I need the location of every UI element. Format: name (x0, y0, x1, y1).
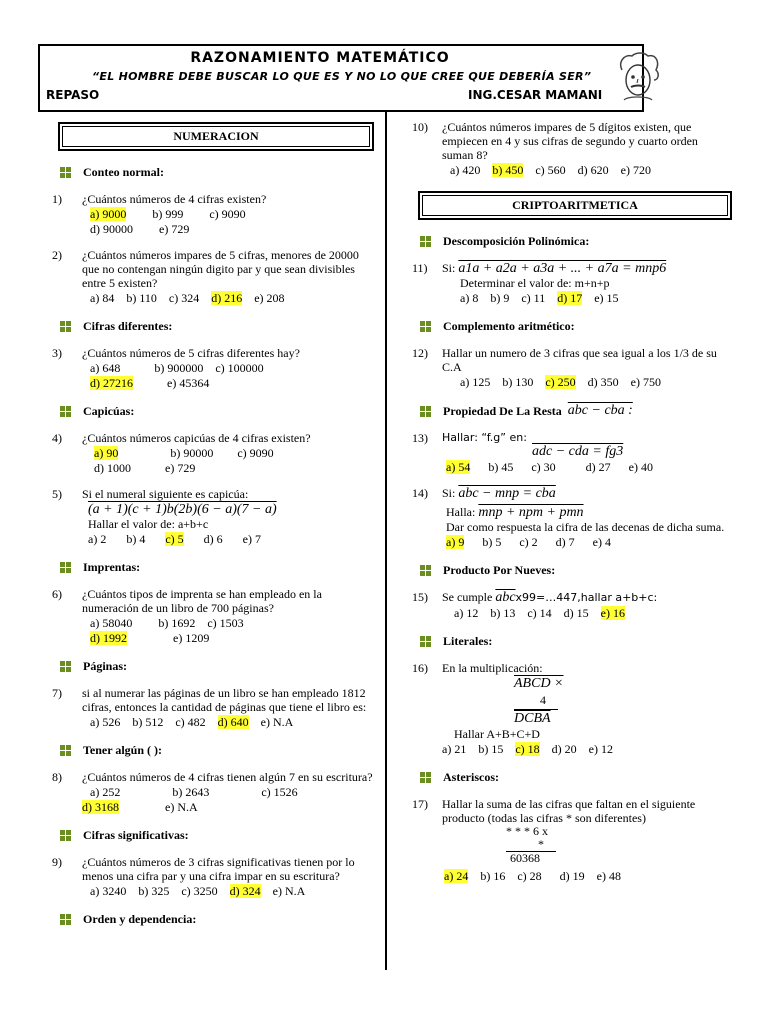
section-heading (60, 319, 374, 334)
right-q16-b: b) 15 (478, 742, 504, 756)
left-q8-e: e) N.A (165, 800, 198, 814)
question-4 (52, 431, 374, 475)
right-q17-a: a) 24 (444, 869, 469, 883)
right-q10-text: ¿Cuántos números impares de 5 dígitos existen, que empiecen en 4 y sus cifras de segundo y cuarto orden suman 8? (442, 120, 698, 162)
left-q7-c: c) 482 (175, 715, 206, 729)
sum-expression: a1a + a2a + a3a + ... + a7a = mnp6 (458, 261, 667, 276)
right-q16-d: d) 20 (551, 742, 577, 756)
section-heading (420, 319, 732, 334)
right-q17-b: b) 16 (480, 869, 506, 883)
left-q2-d: d) 216 (211, 291, 243, 305)
right-q16-n: 16) (412, 661, 428, 675)
right-q15-b: b) 13 (490, 606, 516, 620)
question-16 (412, 661, 732, 756)
right-q16-text: En la multiplicación: (442, 661, 543, 675)
right-q10-c: c) 560 (535, 163, 566, 177)
question-8 (52, 770, 374, 814)
right-q17-c: c) 28 (517, 869, 542, 883)
document-title: RAZONAMIENTO MATEMÁTICO (190, 50, 450, 66)
right-q16-sub: Hallar A+B+C+D (454, 727, 540, 741)
left-q8-d: d) 3168 (82, 800, 119, 814)
left-s6: Tener algún ( ): (83, 743, 163, 757)
right-q11-c: c) 11 (521, 291, 546, 305)
subtraction-expression: abc − cba : (567, 403, 633, 418)
right-q17-text: Hallar la suma de las cifras que faltan en el siguiente producto (todas las cifras * son diferentes) (442, 797, 696, 825)
right-s2: Complemento aritmético: (443, 319, 575, 333)
bullet-icon (60, 914, 71, 925)
right-q11-d: d) 17 (557, 291, 583, 305)
left-q6-c: c) 1503 (207, 616, 244, 630)
section-heading (420, 770, 732, 785)
right-q10-n: 10) (412, 120, 428, 134)
question-13 (412, 431, 732, 474)
right-q15-n: 15) (412, 590, 428, 604)
right-q14-pre: Si: (442, 486, 456, 500)
right-s3: Propiedad De La Resta (443, 403, 562, 418)
question-7 (52, 686, 374, 729)
section-heading (60, 165, 374, 180)
section-heading (420, 403, 732, 419)
bullet-icon (420, 236, 431, 247)
left-q4-c: c) 9090 (237, 446, 274, 460)
right-q16-e: e) 12 (588, 742, 613, 756)
left-q5-e: e) 7 (242, 532, 261, 546)
capicua-expression: (a + 1)(c + 1)b(2b)(6 − a)(7 − a) (88, 502, 277, 517)
left-q8-text: ¿Cuántos números de 4 cifras tienen algún 7 en su escritura? (82, 770, 373, 784)
header-subtitle: REPASO (46, 88, 100, 102)
left-q8-c: c) 1526 (261, 785, 298, 799)
question-9 (52, 855, 374, 898)
section-box-numeracion (58, 122, 374, 151)
left-s7: Cifras significativas: (83, 828, 189, 842)
header-author: ING.CESAR MAMANI (468, 88, 603, 102)
column-divider (385, 112, 387, 970)
right-q12-b: b) 130 (502, 375, 534, 389)
left-q9-e: e) N.A (272, 884, 306, 898)
left-q6-e: e) 1209 (173, 631, 210, 645)
right-q10-e: e) 720 (620, 163, 651, 177)
left-q4-a: a) 90 (94, 446, 119, 460)
left-q7-text: si al numerar las páginas de un libro se han empleado 1812 cifras, entonces la cantidad de páginas que tiene el libro es: (82, 686, 367, 714)
right-q10-a: a) 420 (450, 163, 481, 177)
question-17 (412, 797, 732, 883)
right-q10-d: d) 620 (577, 163, 609, 177)
bullet-icon (420, 321, 431, 332)
right-q16-a: a) 21 (442, 742, 467, 756)
right-q17-d: d) 19 (559, 869, 585, 883)
right-q16-l3: DCBA (514, 709, 558, 727)
left-box: NUMERACION (62, 126, 370, 147)
left-q7-a: a) 526 (90, 715, 121, 729)
left-q3-b: b) 900000 (154, 361, 204, 375)
section-heading (60, 560, 374, 575)
left-q3-d: d) 27216 (90, 376, 133, 390)
right-s1: Descomposición Polinómica: (443, 234, 590, 248)
bullet-icon (60, 562, 71, 573)
right-q13-c: c) 30 (531, 460, 556, 474)
left-q5-n: 5) (52, 487, 62, 501)
left-q3-n: 3) (52, 346, 62, 360)
bullet-icon (420, 636, 431, 647)
question-5 (52, 487, 374, 546)
left-s5: Páginas: (83, 659, 128, 673)
product-figure (442, 825, 732, 865)
left-q9-d: d) 324 (229, 884, 261, 898)
left-q1-e: e) 729 (159, 222, 190, 236)
right-s5: Literales: (443, 634, 493, 648)
right-q11-n: 11) (412, 261, 428, 275)
question-2 (52, 248, 374, 305)
question-11 (412, 261, 732, 305)
section-heading (60, 912, 374, 927)
left-q6-b: b) 1692 (158, 616, 196, 630)
left-q3-a: a) 648 (90, 361, 121, 375)
right-q15-post: x99=…447,hallar a+b+c: (515, 591, 658, 604)
left-q7-e: e) N.A (260, 715, 294, 729)
right-q10-b: b) 450 (492, 163, 524, 177)
right-q13-n: 13) (412, 431, 428, 445)
left-q9-a: a) 3240 (90, 884, 127, 898)
section-heading (60, 743, 374, 758)
bullet-icon (420, 772, 431, 783)
einstein-portrait-icon (614, 52, 662, 104)
right-q16-l2: 4 (540, 693, 546, 707)
right-q14-d: d) 7 (555, 535, 575, 549)
left-s3: Capicúas: (83, 404, 135, 418)
left-q9-text: ¿Cuántos números de 3 cifras significativas tienen por lo menos una cifra par y una cifra impar en su escritura? (82, 855, 355, 883)
left-q4-n: 4) (52, 431, 62, 445)
question-12 (412, 346, 732, 389)
section-box-criptoaritmetica (418, 191, 732, 220)
sum-expression: mnp + npm + pmn (478, 505, 584, 520)
right-q12-c: c) 250 (545, 375, 576, 389)
right-q13-e: e) 40 (628, 460, 653, 474)
answer-options (82, 207, 374, 221)
left-q1-c: c) 9090 (209, 207, 246, 221)
left-q1-n: 1) (52, 192, 62, 206)
right-q13-a: a) 54 (446, 460, 471, 474)
right-q13-b: b) 45 (488, 460, 514, 474)
left-q9-b: b) 325 (138, 884, 170, 898)
right-q13-d: d) 27 (585, 460, 611, 474)
question-14 (412, 486, 732, 549)
left-q1-a: a) 9000 (90, 207, 127, 221)
left-q6-a: a) 58040 (90, 616, 133, 630)
right-q14-b: b) 5 (482, 535, 502, 549)
left-q4-b: b) 90000 (170, 446, 214, 460)
right-q17-n: 17) (412, 797, 428, 811)
right-q17-e: e) 48 (596, 869, 621, 883)
left-s1: Conteo normal: (83, 165, 164, 179)
multiplication-figure (442, 675, 732, 727)
left-q5-b: b) 4 (126, 532, 146, 546)
right-q13-text: Hallar: “f.g” en: (442, 431, 527, 444)
left-q7-n: 7) (52, 686, 62, 700)
right-q17-l1: * * * 6 x (506, 824, 548, 838)
right-column (412, 120, 732, 883)
question-1 (52, 192, 374, 236)
right-q15-pre: Se cumple (442, 590, 493, 604)
left-q4-d: d) 1000 (94, 461, 131, 475)
section-heading (60, 659, 374, 674)
left-q9-n: 9) (52, 855, 62, 869)
left-q5-a: a) 2 (88, 532, 107, 546)
right-q15-a: a) 12 (454, 606, 479, 620)
bullet-icon (60, 661, 71, 672)
left-q8-b: b) 2643 (172, 785, 210, 799)
left-column (52, 118, 374, 927)
section-heading (60, 404, 374, 419)
right-q15-c: c) 14 (527, 606, 552, 620)
left-q2-b: b) 110 (126, 291, 157, 305)
right-q11-b: b) 9 (490, 291, 510, 305)
right-q17-l2: * (538, 837, 544, 851)
question-15 (412, 590, 732, 620)
left-s4: Imprentas: (83, 560, 141, 574)
subtraction-expression: adc − cda = fg3 (532, 444, 624, 459)
left-q5-c: c) 5 (165, 532, 184, 546)
right-q14-c: c) 2 (519, 535, 538, 549)
right-q14-sub2: Dar como respuesta la cifra de las decenas de dicha suma. (446, 520, 725, 534)
left-q2-n: 2) (52, 248, 62, 262)
left-q6-n: 6) (52, 587, 62, 601)
bullet-icon (60, 406, 71, 417)
left-q8-a: a) 252 (90, 785, 121, 799)
right-q16-l1: ABCD × (514, 676, 564, 691)
left-q5-text: Si el numeral siguiente es capicúa: (82, 487, 249, 501)
right-q11-sub: Determinar el valor de: m+n+p (460, 276, 610, 290)
left-s2: Cifras diferentes: (83, 319, 173, 333)
question-6 (52, 587, 374, 645)
right-q15-d: d) 15 (563, 606, 589, 620)
header-quote: “EL HOMBRE DEBE BUSCAR LO QUE ES Y NO LO QUE CREE QUE DEBERÍA SER” (92, 70, 592, 83)
right-q11-pre: Si: (442, 261, 456, 275)
right-q14-a: a) 9 (446, 535, 465, 549)
question-10 (412, 120, 732, 177)
right-q15-e: e) 16 (600, 606, 625, 620)
right-q14-sub1: Halla: (446, 505, 476, 519)
left-q1-b: b) 999 (152, 207, 184, 221)
right-box: CRIPTOARITMETICA (422, 195, 728, 216)
bullet-icon (60, 321, 71, 332)
section-heading (60, 828, 374, 843)
left-q1-d: d) 90000 (90, 222, 133, 236)
bullet-icon (60, 167, 71, 178)
subtraction-expression: abc − mnp = cba (458, 486, 556, 501)
left-q6-text: ¿Cuántos tipos de imprenta se han empleado en la numeración de un libro de 700 páginas? (82, 587, 322, 615)
left-q2-a: a) 84 (90, 291, 115, 305)
left-q3-e: e) 45364 (167, 376, 210, 390)
right-q16-c: c) 18 (515, 742, 540, 756)
right-q11-e: e) 15 (594, 291, 619, 305)
left-q1-text: ¿Cuántos números de 4 cifras existen? (82, 192, 267, 206)
bullet-icon (420, 565, 431, 576)
abc-expression: $\overline{abc}$ (495, 590, 516, 605)
right-q11-a: a) 8 (460, 291, 479, 305)
section-heading (420, 234, 732, 249)
left-q4-e: e) 729 (165, 461, 196, 475)
bullet-icon (60, 830, 71, 841)
bullet-icon (420, 406, 431, 417)
bullet-icon (60, 745, 71, 756)
left-q5-d: d) 6 (203, 532, 223, 546)
section-heading (420, 563, 732, 578)
left-q7-b: b) 512 (132, 715, 164, 729)
question-3 (52, 346, 374, 390)
right-q12-n: 12) (412, 346, 428, 360)
left-q5-sub: Hallar el valor de: a+b+c (88, 517, 209, 531)
left-q3-c: c) 100000 (215, 361, 264, 375)
left-q2-c: c) 324 (168, 291, 200, 305)
left-s8: Orden y dependencia: (83, 912, 197, 926)
right-q14-e: e) 4 (592, 535, 611, 549)
right-q17-l3: 60368 (506, 851, 556, 865)
right-s6: Asteriscos: (443, 770, 499, 784)
left-q6-d: d) 1992 (90, 631, 127, 645)
left-q7-d: d) 640 (217, 715, 249, 729)
right-q12-a: a) 125 (460, 375, 491, 389)
right-q14-n: 14) (412, 486, 428, 500)
left-q4-text: ¿Cuántos números capicúas de 4 cifras existen? (82, 431, 311, 445)
left-q3-text: ¿Cuántos números de 5 cifras diferentes hay? (82, 346, 300, 360)
left-q2-text: ¿Cuántos números impares de 5 cifras, menores de 20000 que no contengan ningún digito par y que sean divisibles entre 5 existen? (82, 248, 359, 290)
right-q12-d: d) 350 (587, 375, 619, 389)
left-q2-e: e) 208 (254, 291, 285, 305)
left-q9-c: c) 3250 (181, 884, 218, 898)
section-heading (420, 634, 732, 649)
right-q12-text: Hallar un numero de 3 cifras que sea igual a los 1/3 de su C.A (442, 346, 717, 374)
right-q12-e: e) 750 (630, 375, 661, 389)
right-s4: Producto Por Nueves: (443, 563, 556, 577)
left-q8-n: 8) (52, 770, 62, 784)
